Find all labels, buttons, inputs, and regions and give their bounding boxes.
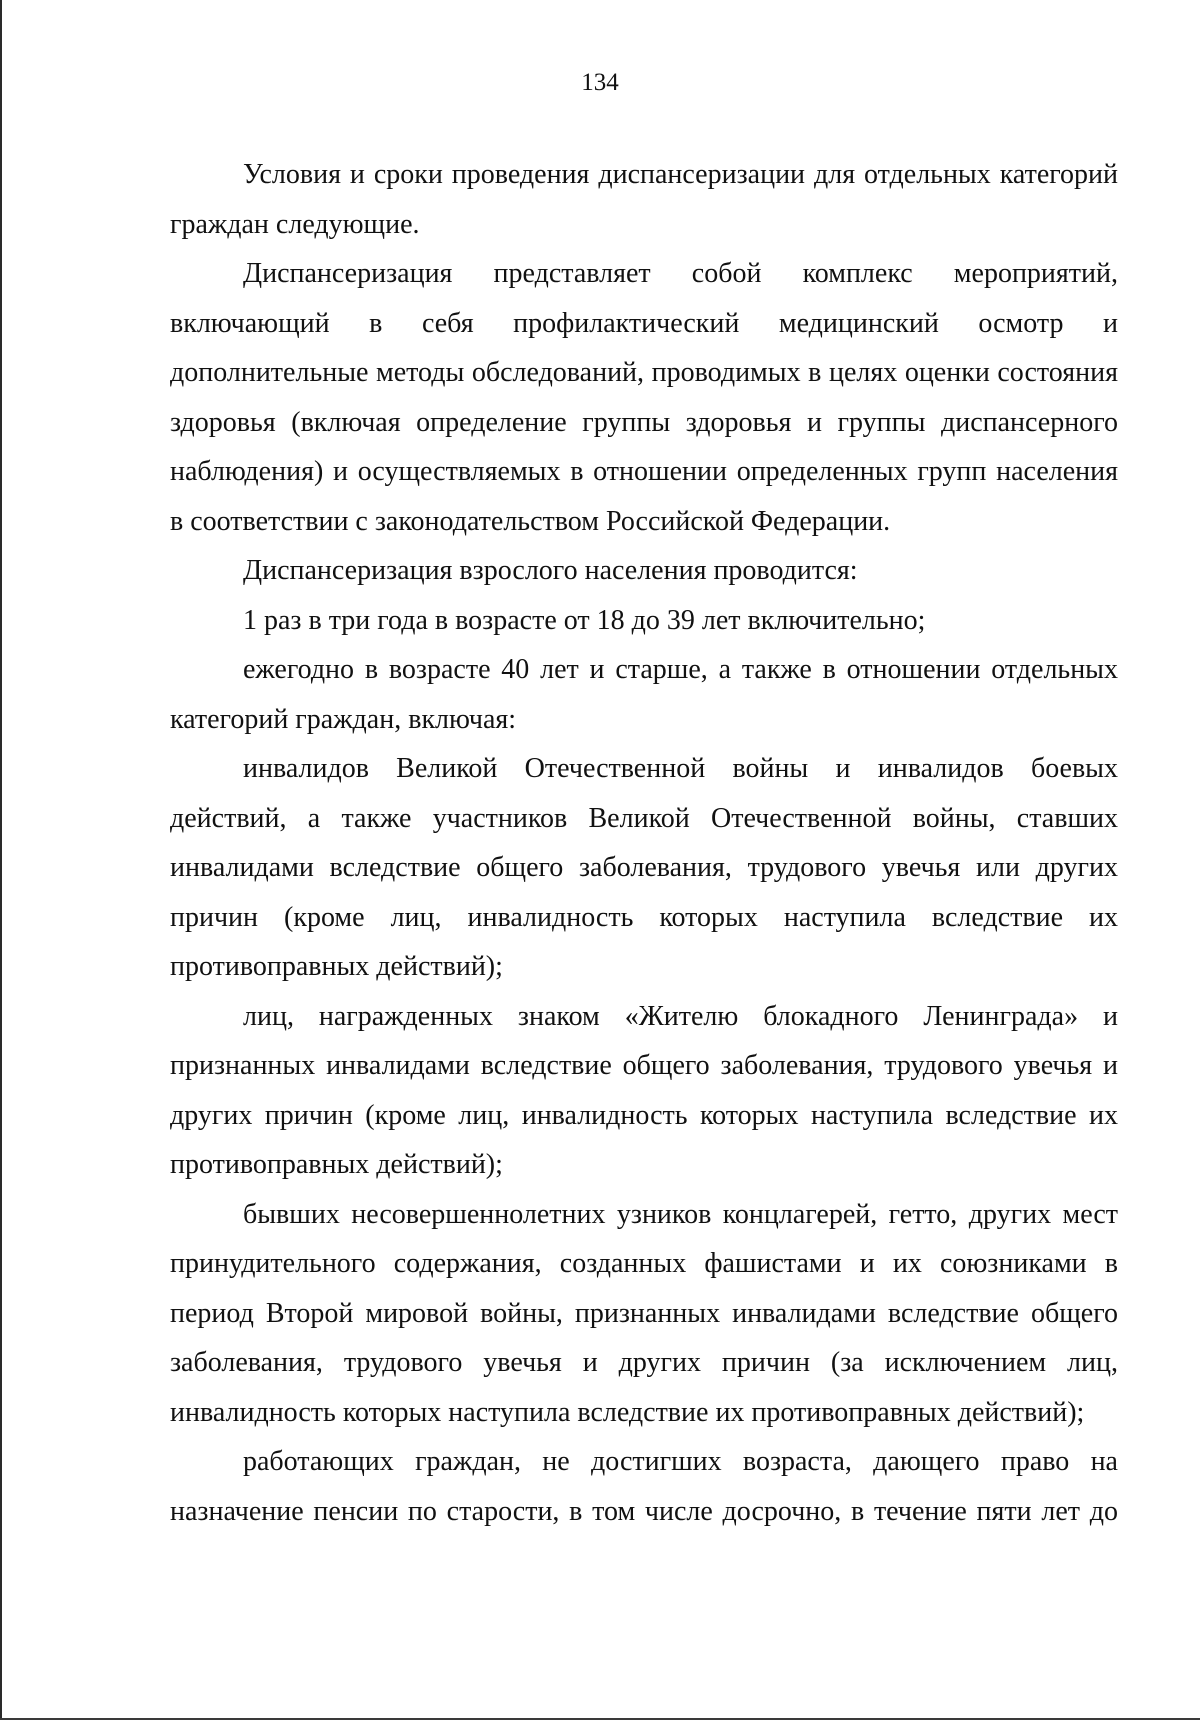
paragraph-war-invalids: инвалидов Великой Отечественной войны и инвалидов боевых действий, а также участников Великой Отечественной войны, ставших инвалидами вследствие общего заболевания, трудового увечья или других причин (кроме лиц, инвалидность которых наступила вследствие их противоправных действий); <box>170 753 1118 982</box>
paragraph-working-citizens: работающих граждан, не достигших возраста, дающего право на назначение пенсии по старости, в том числе досрочно, в течение пяти лет до <box>170 1446 1118 1527</box>
page-number: 134 <box>581 69 619 96</box>
paragraph-former-prisoners: бывших несовершеннолетних узников концлагерей, гетто, других мест принудительного содержания, созданных фашистами и их союзниками в период Второй мировой войны, признанных инвалидами вследствие общего заболевания, трудового увечья и других причин (за исключением лиц, инвалидность которых наступила вследствие их противоправных действий); <box>170 1198 1118 1428</box>
paragraph-annually: ежегодно в возрасте 40 лет и старше, а также в отношении отдельных категорий граждан, включая: <box>170 654 1118 735</box>
paragraph-leningrad-residents: лиц, награжденных знаком «Жителю блокадного Ленинграда» и признанных инвалидами вследствие общего заболевания, трудового увечья и других причин (кроме лиц, инвалидность которых наступила вследствие их противоправных действий); <box>170 1000 1118 1180</box>
scan-edge-left <box>0 0 2 1720</box>
paragraph-definition: Диспансеризация представляет собой комплекс мероприятий, включающий в себя профилактический медицинский осмотр и дополнительные методы обследований, проводимых в целях оценки состояния здоровья (включая определение группы здоровья и группы диспансерного наблюдения) и осуществляемых в отношении определенных групп населения в соответствии с законодательством Российской Федерации. <box>170 258 1118 537</box>
body-text <box>170 150 1118 1536</box>
paragraph-adult-intro: Диспансеризация взрослого населения проводится: <box>243 555 858 586</box>
paragraph-every-three-years: 1 раз в три года в возрасте от 18 до 39 лет включительно; <box>243 604 926 636</box>
paragraph-conditions: Условия и сроки проведения диспансеризации для отдельных категорий граждан следующие. <box>170 159 1118 240</box>
